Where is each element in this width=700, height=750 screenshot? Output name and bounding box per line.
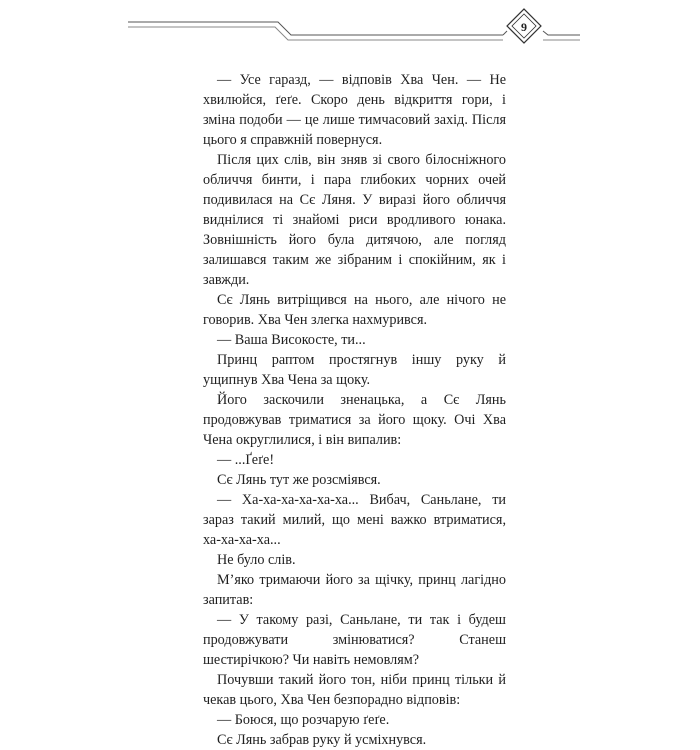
body-text [203,70,506,750]
paragraph: Сє Лянь забрав руку й усміхнувся. [217,732,427,748]
paragraph: — Ха-ха-ха-ха-ха-ха... Вибач, Саньлане, ти зараз такий милий, що мені важко втриматися, ха-ха-ха-ха... [203,492,506,548]
paragraph: Сє Лянь витріщився на нього, але нічого не говорив. Хва Чен злегка нахмурився. [203,292,506,328]
paragraph: Після цих слів, він зняв зі свого білосніжного обличчя бинти, і пара глибоких чорних очей подивилася на Сє Ляня. У виразі його обличчя виднілися ті знайомі риси вродливого юнака. Зовнішність його була дитячою, але погляд залишався таким же зібраним і спокійним, як і завжди. [203,152,506,288]
paragraph: — У такому разі, Саньлане, ти так і будеш продовжувати змінюватися? Станеш шестирічкою? Чи навіть немовлям? [203,612,506,668]
page-number: 9 [521,19,527,34]
paragraph: М’яко тримаючи його за щічку, принц лагідно запитав: [203,572,506,608]
header-ornament [0,0,700,60]
paragraph: Почувши такий його тон, ніби принц тільки й чекав цього, Хва Чен безпорадно відповів: [203,672,506,708]
paragraph: Сє Лянь тут же розсміявся. [217,472,381,488]
paragraph: — Ваша Високосте, ти... [217,332,366,348]
paragraph: — ...Ґеґе! [217,452,275,468]
paragraph: Принц раптом простягнув іншу руку й ущипнув Хва Чена за щоку. [203,352,506,388]
paragraph: — Боюся, що розчарую ґеґе. [217,712,390,728]
paragraph: Не було слів. [217,552,296,568]
paragraph: — Усе гаразд, — відповів Хва Чен. — Не хвилюйся, ґеґе. Скоро день відкриття гори, і зміна подоби — це лише тимчасовий захід. Після цього я справжній повернуся. [203,72,506,148]
paragraph: Його заскочили зненацька, а Сє Лянь продовжував триматися за його щоку. Очі Хва Чена округлилися, і він випалив: [203,392,506,448]
